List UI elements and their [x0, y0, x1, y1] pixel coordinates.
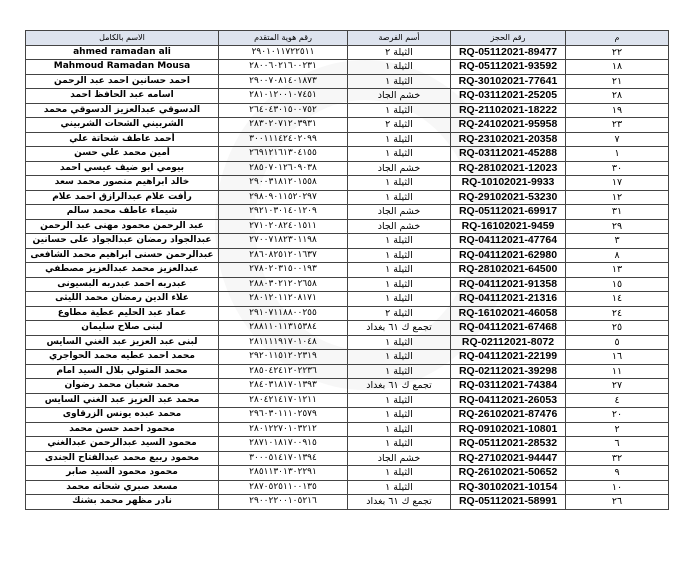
- header-serial: م: [566, 31, 669, 46]
- booking-number-cell: RQ-05112021-28532: [451, 437, 566, 452]
- table-row: [26, 408, 669, 423]
- table-row: [26, 45, 669, 60]
- header-applicant-id: رقم هوية المتقدم: [219, 31, 348, 46]
- booking-number-cell: RQ-04112021-67468: [451, 321, 566, 336]
- table-row: [26, 205, 669, 220]
- applicant-id-cell: ٣٠٠٠٥١٤١٧٠١٣٩٤: [219, 451, 348, 466]
- full-name-cell: عبدالرحمن حسنى ابراهيم محمد الشافعى: [26, 248, 219, 263]
- table-row: [26, 248, 669, 263]
- table-row: [26, 437, 669, 452]
- opportunity-cell: الثيلة ١: [348, 393, 451, 408]
- opportunity-cell: تجمع ك ٦١ بغداد: [348, 379, 451, 394]
- full-name-cell: شيماء عاطف محمد سالم: [26, 205, 219, 220]
- applicant-id-cell: ٢٩٢٠١١٥١٢٠٢٣١٩: [219, 350, 348, 365]
- full-name-cell: بيومي ابو ضيف عيسي احمد: [26, 161, 219, 176]
- applicant-id-cell: ٢٩٨٠٩٠١١٥٢٠٢٩٧: [219, 190, 348, 205]
- applicant-id-cell: ٣٠٠١١١٤٢٤٠٢٠٩٩: [219, 132, 348, 147]
- header-opportunity-name: أسم الفرصة: [348, 31, 451, 46]
- full-name-cell: محمود محمود السيد صابر: [26, 466, 219, 481]
- table-row: [26, 321, 669, 336]
- serial-cell: ٢٠: [566, 408, 669, 423]
- booking-number-cell: RQ-29102021-53230: [451, 190, 566, 205]
- serial-cell: ٨: [566, 248, 669, 263]
- opportunity-cell: تجمع ك ٦١ بغداد: [348, 321, 451, 336]
- opportunity-cell: الثيلة ٢: [348, 45, 451, 60]
- opportunity-cell: خشم الجاد: [348, 161, 451, 176]
- full-name-cell: Mahmoud Ramadan Mousa: [26, 60, 219, 75]
- booking-number-cell: RQ-21102021-18222: [451, 103, 566, 118]
- table-row: [26, 161, 669, 176]
- table-row: [26, 132, 669, 147]
- booking-number-cell: RQ-04112021-22199: [451, 350, 566, 365]
- table-row: [26, 60, 669, 75]
- table-row: [26, 350, 669, 365]
- serial-cell: ٢٦: [566, 495, 669, 510]
- booking-number-cell: RQ-27102021-94447: [451, 451, 566, 466]
- applicant-id-cell: ٢٨٥١١٣٠١٣٠٢٢٩١: [219, 466, 348, 481]
- opportunity-cell: خشم الجاد: [348, 219, 451, 234]
- booking-number-cell: RQ-10102021-9933: [451, 176, 566, 191]
- table-row: [26, 89, 669, 104]
- serial-cell: ٣٠: [566, 161, 669, 176]
- opportunity-cell: الثيلة ١: [348, 263, 451, 278]
- table-row: [26, 364, 669, 379]
- header-full-name: الاسم بالكامل: [26, 31, 219, 46]
- booking-number-cell: RQ-05112021-58991: [451, 495, 566, 510]
- serial-cell: ١٥: [566, 277, 669, 292]
- booking-number-cell: RQ-04112021-21316: [451, 292, 566, 307]
- serial-cell: ٢٥: [566, 321, 669, 336]
- opportunity-cell: الثيلة ١: [348, 292, 451, 307]
- header-booking-number: رقم الحجز: [451, 31, 566, 46]
- applicant-id-cell: ٢٨٠١٢٠١١٢٠٨١٧١: [219, 292, 348, 307]
- booking-number-cell: RQ-04112021-26053: [451, 393, 566, 408]
- table-row: [26, 234, 669, 249]
- full-name-cell: محمد المتولي بلال السيد امام: [26, 364, 219, 379]
- opportunity-cell: الثيلة ١: [348, 190, 451, 205]
- opportunity-cell: الثيلة ١: [348, 103, 451, 118]
- opportunity-cell: خشم الجاد: [348, 205, 451, 220]
- applicant-id-cell: ٢٨٥٠٤٢٤١٢٠٢٢٣٦: [219, 364, 348, 379]
- serial-cell: ١: [566, 147, 669, 162]
- table-row: [26, 393, 669, 408]
- opportunity-cell: الثيلة ١: [348, 132, 451, 147]
- serial-cell: ٢٣: [566, 118, 669, 133]
- booking-number-cell: RQ-05112021-69917: [451, 205, 566, 220]
- serial-cell: ١٤: [566, 292, 669, 307]
- full-name-cell: الدسوقي عبدالعزيز الدسوقي محمد: [26, 103, 219, 118]
- serial-cell: ٩: [566, 466, 669, 481]
- serial-cell: ١٢: [566, 190, 669, 205]
- applicant-id-cell: ٢٨١٠١٢٠٠١٠٧٤٥١: [219, 89, 348, 104]
- serial-cell: ٧: [566, 132, 669, 147]
- applicant-id-cell: ٢٨٧٠٥٢٥١١٠٠١٣٥: [219, 480, 348, 495]
- booking-number-cell: RQ-24102021-95958: [451, 118, 566, 133]
- table-row: [26, 263, 669, 278]
- booking-number-cell: RQ-28102021-64500: [451, 263, 566, 278]
- opportunity-cell: الثيلة ١: [348, 364, 451, 379]
- applicant-id-cell: ٢٩٠٠٢٢٠٠١٠٥٢١٦: [219, 495, 348, 510]
- applicant-id-cell: ٢٦٩١٢١٦١٣٠٤١٥٥: [219, 147, 348, 162]
- full-name-cell: عبدالجواد رمضان عبدالجواد على حسانين: [26, 234, 219, 249]
- opportunity-cell: الثيلة ١: [348, 466, 451, 481]
- table-row: [26, 379, 669, 394]
- table-row: [26, 335, 669, 350]
- booking-number-cell: RQ-03112021-25205: [451, 89, 566, 104]
- serial-cell: ٣٢: [566, 451, 669, 466]
- serial-cell: ٢٢: [566, 45, 669, 60]
- booking-number-cell: RQ-23102021-20358: [451, 132, 566, 147]
- booking-number-cell: RQ-30102021-10154: [451, 480, 566, 495]
- full-name-cell: احمد حسانين احمد عبد الرحمن: [26, 74, 219, 89]
- applicant-id-cell: ٢٨٣٠٢٠٧١٢٠٣٩٣١: [219, 118, 348, 133]
- booking-number-cell: RQ-09102021-10801: [451, 422, 566, 437]
- full-name-cell: أمين محمد علي حسن: [26, 147, 219, 162]
- applicant-id-cell: ٢٨٨٠٣٠٢١٢٠٢٦٥٨: [219, 277, 348, 292]
- serial-cell: ٢٨: [566, 89, 669, 104]
- opportunity-cell: خشم الجاد: [348, 89, 451, 104]
- full-name-cell: عماد عبد الحليم عطية مطاوع: [26, 306, 219, 321]
- booking-number-cell: RQ-30102021-77641: [451, 74, 566, 89]
- applicant-id-cell: ٢٧١٠٢٠٨٢٤٠١٥١١: [219, 219, 348, 234]
- full-name-cell: عبدالعزيز محمد عبدالعزيز مصطفي: [26, 263, 219, 278]
- serial-cell: ٣١: [566, 205, 669, 220]
- serial-cell: ١٩: [566, 103, 669, 118]
- full-name-cell: أحمد عاطف شحاتة علي: [26, 132, 219, 147]
- serial-cell: ١٠: [566, 480, 669, 495]
- applicant-id-cell: ٢٩٦٠٣٠١١١٠٢٥٧٩: [219, 408, 348, 423]
- opportunity-cell: خشم الجاد: [348, 451, 451, 466]
- opportunity-cell: تجمع ك ٦١ بغداد: [348, 495, 451, 510]
- booking-number-cell: RQ-28102021-12023: [451, 161, 566, 176]
- opportunity-cell: الثيلة ١: [348, 234, 451, 249]
- booking-number-cell: RQ-04112021-91358: [451, 277, 566, 292]
- applicant-id-cell: ٢٨٠٤٢١٤١٧٠١٢١١: [219, 393, 348, 408]
- table-row: [26, 219, 669, 234]
- serial-cell: ١٨: [566, 60, 669, 75]
- applicant-id-cell: ٢٨٧١٠١٨١٧٠٠٩١٥: [219, 437, 348, 452]
- table-row: [26, 480, 669, 495]
- full-name-cell: مسعد صبري شحاته محمد: [26, 480, 219, 495]
- applicant-id-cell: ٢٩٢١٠٣٠١٤٠١٢٠٩: [219, 205, 348, 220]
- full-name-cell: محمود السيد عبدالرحمن عبدالغني: [26, 437, 219, 452]
- applicant-id-cell: ٢٩٠٠٧٠٨١٤٠١٨٧٣: [219, 74, 348, 89]
- table-row: [26, 277, 669, 292]
- applicant-id-cell: ٢٨٠٠٦٠٢١٦٠٠٢٣١: [219, 60, 348, 75]
- table-row: [26, 495, 669, 510]
- applicant-id-cell: ٢٨١١١١٩١٧٠١٠٤٨: [219, 335, 348, 350]
- full-name-cell: عبد الرحمن محمود مهنى عبد الرحمن: [26, 219, 219, 234]
- booking-number-cell: RQ-04112021-62980: [451, 248, 566, 263]
- opportunity-cell: الثيلة ١: [348, 60, 451, 75]
- full-name-cell: علاء الدين رمضان محمد الليثى: [26, 292, 219, 307]
- serial-cell: ٢٧: [566, 379, 669, 394]
- booking-number-cell: RQ-02112021-39298: [451, 364, 566, 379]
- full-name-cell: نادر مظهر محمد بشنك: [26, 495, 219, 510]
- full-name-cell: محمد شعبان محمد رضوان: [26, 379, 219, 394]
- booking-number-cell: RQ-16102021-46058: [451, 306, 566, 321]
- applicant-id-cell: ٢٦٤٠٤٣٠١٥٠٠٧٥٢: [219, 103, 348, 118]
- full-name-cell: محمد عبده يونس الزرقاوى: [26, 408, 219, 423]
- full-name-cell: لبنى صلاح سليمان: [26, 321, 219, 336]
- booking-number-cell: RQ-05112021-89477: [451, 45, 566, 60]
- table-row: [26, 451, 669, 466]
- serial-cell: ٤: [566, 393, 669, 408]
- serial-cell: ٢٩: [566, 219, 669, 234]
- full-name-cell: محمد عبد العزيز عبد الغني السايس: [26, 393, 219, 408]
- applicant-id-cell: ٢٩١٠٧١١٨٨٠٠٢٥٥: [219, 306, 348, 321]
- booking-number-cell: RQ-26102021-50652: [451, 466, 566, 481]
- serial-cell: ٢١: [566, 74, 669, 89]
- serial-cell: ١٦: [566, 350, 669, 365]
- table-row: [26, 422, 669, 437]
- full-name-cell: اسامه عبد الحافظ احمد: [26, 89, 219, 104]
- applicant-id-cell: ٢٩٠١٠١١٧٢٢٥١١: [219, 45, 348, 60]
- table-header-row: [26, 31, 669, 46]
- applicant-id-cell: ٢٧٠٠٧١٨٢٣٠١١٩٨: [219, 234, 348, 249]
- serial-cell: ١١: [566, 364, 669, 379]
- opportunity-cell: الثيلة ١: [348, 277, 451, 292]
- table-row: [26, 466, 669, 481]
- opportunity-cell: الثيلة ١: [348, 147, 451, 162]
- booking-number-cell: RQ-03112021-74384: [451, 379, 566, 394]
- full-name-cell: خالد ابراهيم منصور محمد سعد: [26, 176, 219, 191]
- full-name-cell: رأفت علام عبدالرازق احمد علام: [26, 190, 219, 205]
- applicant-id-cell: ٢٧٨٠٢٠٣١٥٠٠١٩٣: [219, 263, 348, 278]
- opportunity-cell: الثيلة ٢: [348, 306, 451, 321]
- booking-number-cell: RQ-16102021-9459: [451, 219, 566, 234]
- opportunity-cell: الثيلة ٢: [348, 118, 451, 133]
- full-name-cell: لبنى عبد العزيز عبد الغني السايس: [26, 335, 219, 350]
- applicant-id-cell: ٢٩٠٠٣١٨١٢٠١٥٥٨: [219, 176, 348, 191]
- table-row: [26, 147, 669, 162]
- serial-cell: ٦: [566, 437, 669, 452]
- applicant-id-cell: ٢٨٤٠٣١٨١٧٠١٣٩٣: [219, 379, 348, 394]
- table-row: [26, 118, 669, 133]
- booking-number-cell: RQ-03112021-45288: [451, 147, 566, 162]
- opportunity-cell: الثيلة ١: [348, 350, 451, 365]
- table-row: [26, 176, 669, 191]
- opportunity-cell: الثيلة ١: [348, 408, 451, 423]
- booking-number-cell: RQ-26102021-87476: [451, 408, 566, 423]
- opportunity-cell: الثيلة ١: [348, 437, 451, 452]
- table-row: [26, 103, 669, 118]
- full-name-cell: الشربيني الشحات الشربيني: [26, 118, 219, 133]
- opportunity-cell: الثيلة ١: [348, 480, 451, 495]
- serial-cell: ٥: [566, 335, 669, 350]
- full-name-cell: محمود احمد حسن محمد: [26, 422, 219, 437]
- applicants-table: [25, 30, 669, 510]
- full-name-cell: ahmed ramadan ali: [26, 45, 219, 60]
- full-name-cell: محمود ربيع محمد عبدالفتاح الجندى: [26, 451, 219, 466]
- opportunity-cell: الثيلة ١: [348, 176, 451, 191]
- table-row: [26, 292, 669, 307]
- applicant-id-cell: ٢٨٨١١٠١١٣١٥٣٨٤: [219, 321, 348, 336]
- opportunity-cell: الثيلة ١: [348, 335, 451, 350]
- full-name-cell: عبدربه احمد عبدربه البسيونى: [26, 277, 219, 292]
- serial-cell: ٢٤: [566, 306, 669, 321]
- booking-number-cell: RQ-04112021-47764: [451, 234, 566, 249]
- opportunity-cell: الثيلة ١: [348, 422, 451, 437]
- opportunity-cell: الثيلة ١: [348, 248, 451, 263]
- serial-cell: ١٧: [566, 176, 669, 191]
- applicant-id-cell: ٢٨٦٠٨٢٥١٢٠١٦٣٧: [219, 248, 348, 263]
- serial-cell: ١٣: [566, 263, 669, 278]
- booking-number-cell: RQ-05112021-93592: [451, 60, 566, 75]
- serial-cell: ٢: [566, 422, 669, 437]
- table-row: [26, 74, 669, 89]
- booking-number-cell: RQ-02112021-8072: [451, 335, 566, 350]
- table-row: [26, 306, 669, 321]
- applicant-id-cell: ٢٨٥٠٧٠١٢٦٠٩٠٣٨: [219, 161, 348, 176]
- serial-cell: ٣: [566, 234, 669, 249]
- full-name-cell: محمد احمد عطيه محمد الحواجري: [26, 350, 219, 365]
- opportunity-cell: الثيلة ١: [348, 74, 451, 89]
- table-row: [26, 190, 669, 205]
- applicant-id-cell: ٢٨٠١٢٢٧٠١٠٣٢١٢: [219, 422, 348, 437]
